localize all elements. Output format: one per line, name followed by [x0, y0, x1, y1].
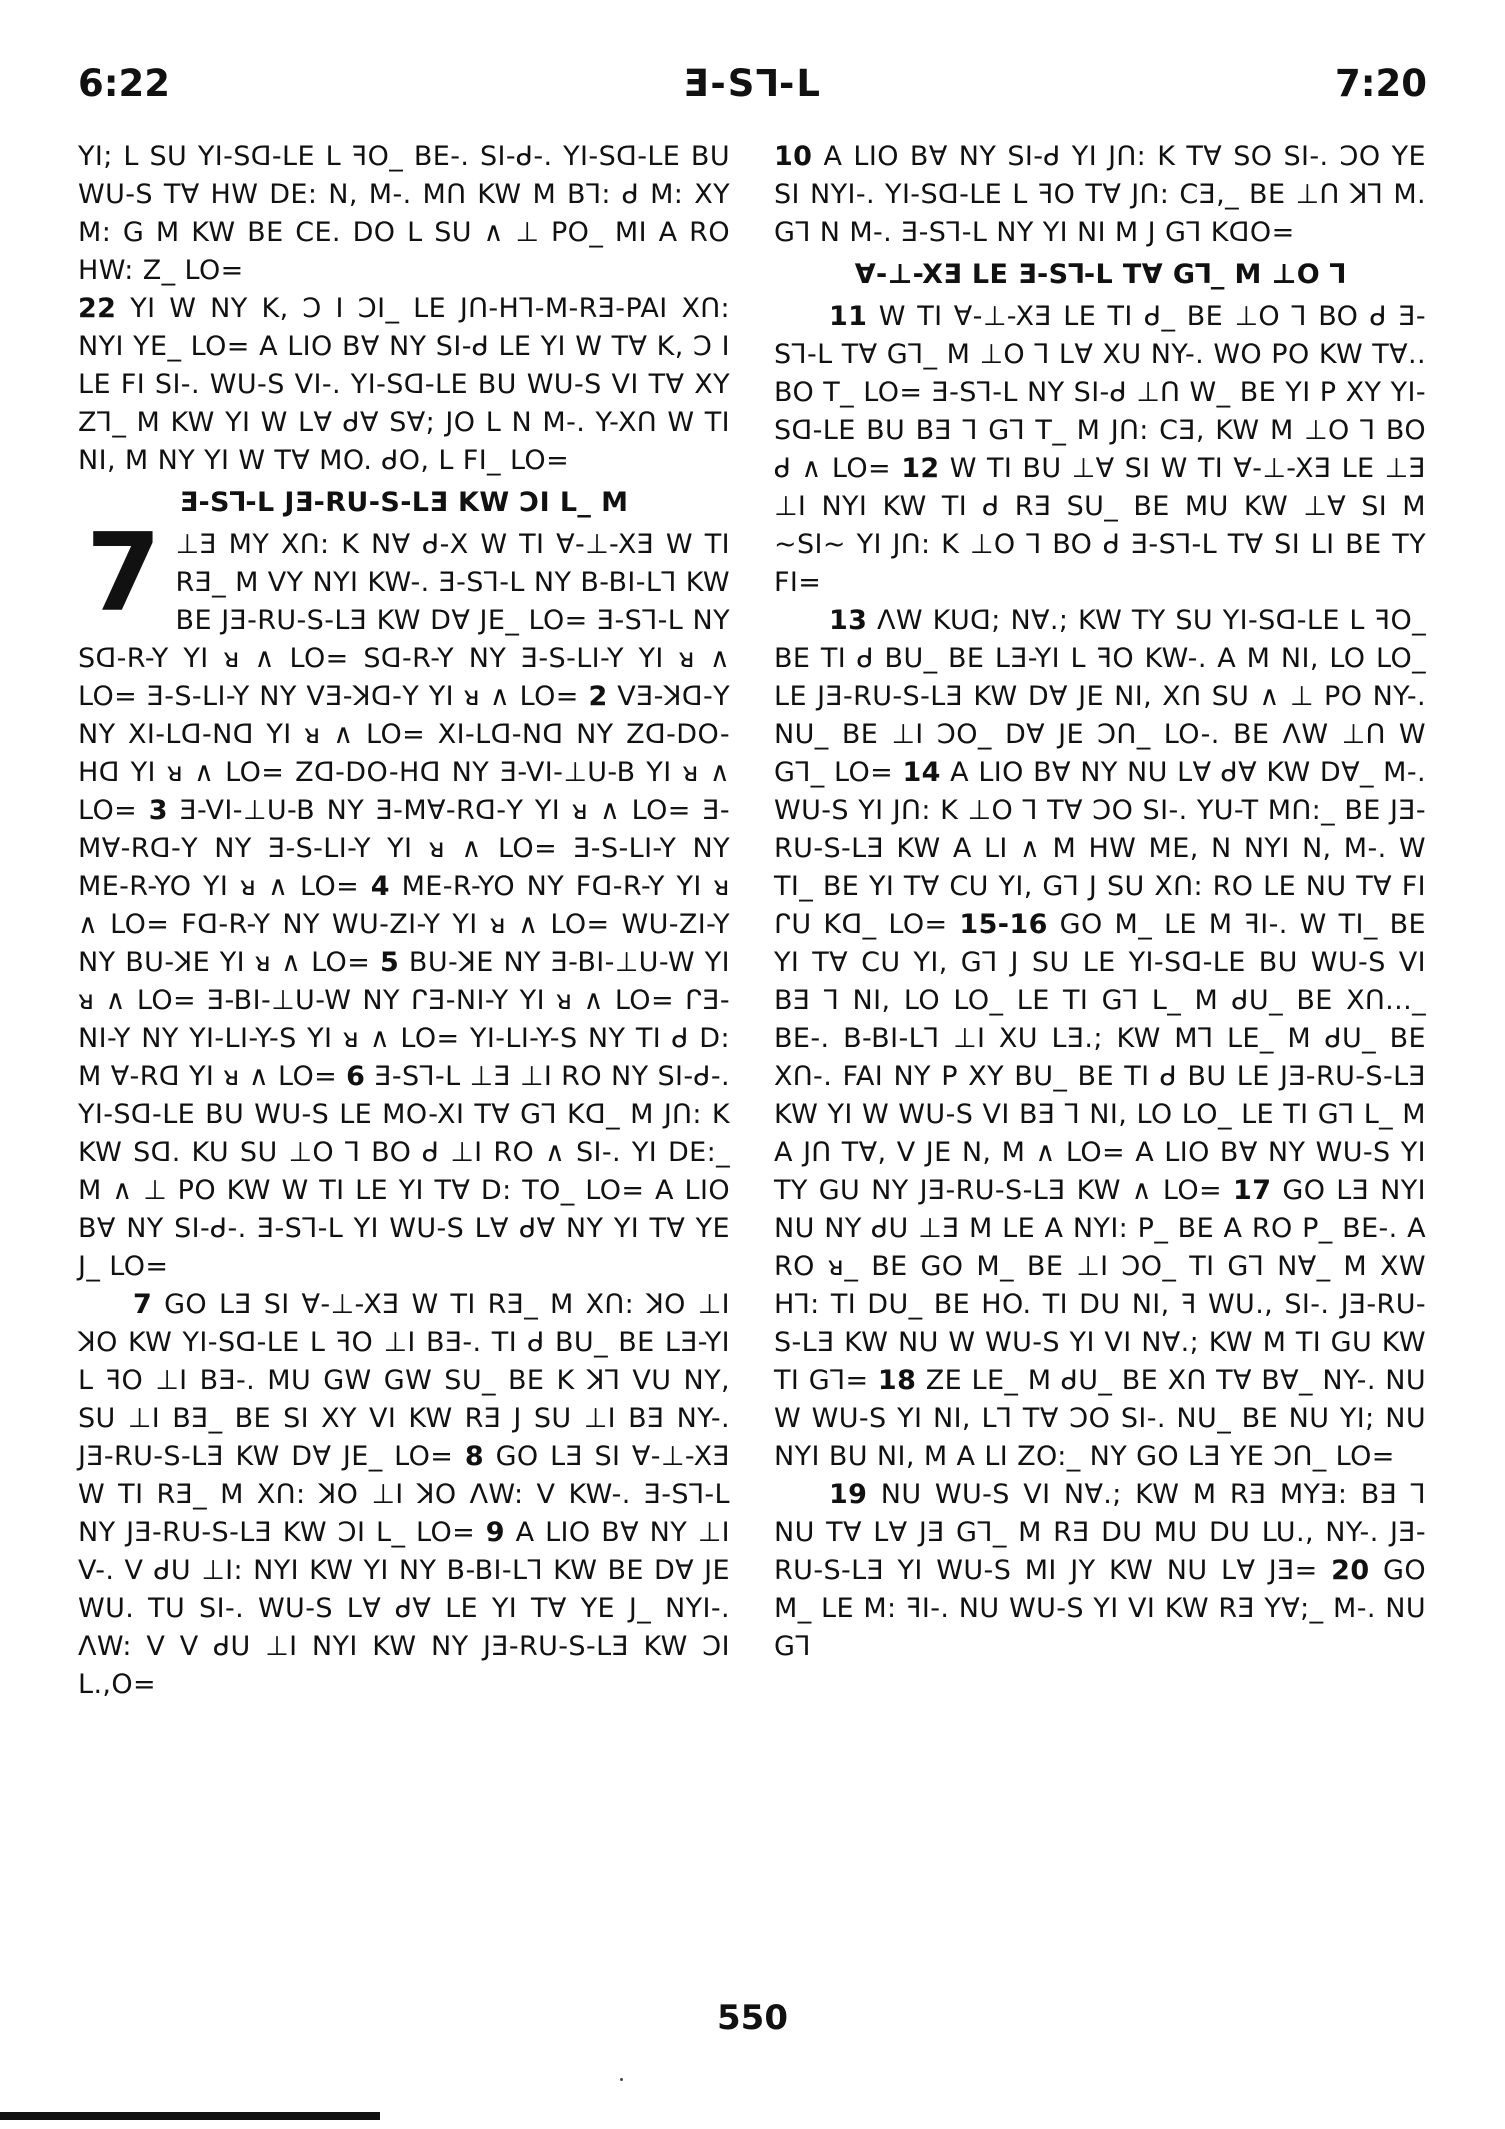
- verse-text: GO M_ LE M ꟻI-. W TI_ BE YI T∀ CU YI, G⅂ J SU LE YI-Sᗡ-LE BU WU-S VI BƎ ⅂ NI, LO LO_ LE TI G⅂ L_ M ᑯU_ BE Xᑎ..._ BE-. B-BI-L⅂ ⊥I XU LƎ.; KW M⅂ LE_ M ᑯU_ BE Xᑎ-. FAI NY P XY BU_ BE TI ᑯ BU LE JƎ-RU-S-LƎ KW YI W WU-S VI BƎ ⅂ NI, LO LO_ LE TI G⅂ L_ M A Jᑎ T∀, V JE N, M ∧ LO= A LIO B∀ NY WU-S YI TY GU NY JƎ-RU-S-LƎ KW ∧ LO=: [774, 909, 1426, 1206]
- paragraph: [774, 138, 1426, 252]
- paragraph: [78, 1286, 730, 1704]
- verse-text: GO M_ LE M: ꟻI-. NU WU-S YI VI KW RƎ Y∀;_ M-. NU G⅂: [774, 1555, 1427, 1662]
- header-verse-range-end: 7:20: [1334, 62, 1427, 105]
- verse-text: ΛW KUᗡ; N∀.; KW TY SU YI-Sᗡ-LE L ꟻO_ BE TI ᑯ BU_ BE LƎ-YI L ꟻO KW-. A M NI, LO LO_ LE JƎ-RU-S-LƎ KW D∀ JE NI, Xᑎ SU ∧ ⊥ PO NY-. NU_ BE ⊥I ƆO_ D∀ JE Ɔᑎ_ LO-. BE ΛW ⊥ᑎ W G⅂_ LO=: [774, 605, 1427, 788]
- verse-number: 6: [346, 1061, 366, 1092]
- page-number: 550: [717, 1998, 788, 2038]
- verse-number: 19: [829, 1479, 868, 1510]
- paragraph: [78, 290, 730, 480]
- verse-number: 14: [902, 757, 941, 788]
- scan-speck: [620, 2078, 623, 2081]
- verse-text: GO LƎ NYI NU NY ᑯU ⊥Ǝ M LE A NYI: P_ BE A RO P_ BE-. A RO ᴚ_ BE GO M_ BE ⊥I ƆO_ TI G⅂ N∀_ M XW H⅂: TI DU_ BE HO. TI DU NI, ꟻ WU., SI-. JƎ-RU-S-LƎ KW NU W WU-S YI VI N∀.; KW M TI GU KW TI G⅂=: [774, 1175, 1427, 1396]
- verse-text: A LIO B∀ NY NU L∀ ᑯ∀ KW D∀_ M-. WU-S YI Jᑎ: K ⊥O ⅂ T∀ ƆO SI-. YU-T Mᑎ:_ BE JƎ-RU-S-LƎ KW A LI ∧ M HW ME, N NYI N, M-. W TI_ BE YI T∀ CU YI, G⅂ J SU Xᑎ: RO LE NU T∀ FI ᒋU Kᗡ_ LO=: [774, 757, 1426, 940]
- verse-text: GO LƎ SI ∀-⊥-XƎ W TI RƎ_ M Xᑎ: ꓘO ⊥I ꓘO ΛW: V KW-. Ǝ-S⅂-L NY JƎ-RU-S-LƎ KW ƆI L_ LO=: [78, 1441, 731, 1548]
- verse-text: ME-R-YO NY Fᗡ-R-Y YI ᴚ ∧ LO= Fᗡ-R-Y NY WU-ZI-Y YI ᴚ ∧ LO= WU-ZI-Y NY BU-ꓘE YI ᴚ ∧ LO=: [78, 871, 730, 978]
- verse-number: 12: [901, 453, 940, 484]
- verse-text: A LIO B∀ NY ⊥I V-. V ᑯU ⊥I: NYI KW YI NY B-BI-L⅂ KW BE D∀ JE WU. TU SI-. WU-S L∀ ᑯ∀ LE YI T∀ YE J_ NYI-. ΛW: V V ᑯU ⊥I NYI KW NY JƎ-RU-S-LƎ KW ƆI L.,O=: [78, 1517, 731, 1700]
- section-heading: ∀-⊥-XƎ LE Ǝ-S⅂-L T∀ G⅂_ M ⊥O ⅂: [854, 259, 1346, 290]
- scan-edge-shadow: [0, 2112, 380, 2120]
- verse-number: 2: [588, 681, 608, 712]
- verse-text: W TI BU ⊥∀ SI W TI ∀-⊥-XƎ LE ⊥Ǝ ⊥I NYI KW TI ᑯ RƎ SU_ BE MU KW ⊥∀ SI M ~SI~ YI Jᑎ: K ⊥O ⅂ BO ᑯ Ǝ-S⅂-L T∀ SI LI BE TY FI=: [774, 453, 1427, 598]
- verse-text: Ǝ-S⅂-L ⊥Ǝ ⊥I RO NY SI-ᑯ-. YI-Sᗡ-LE BU WU-S LE MO-XI T∀ G⅂ Kᗡ_ M Jᑎ: K KW Sᗡ. KU SU ⊥O ⅂ BO ᑯ ⊥I RO ∧ SI-. YI DE:_ M ∧ ⊥ PO KW W TI LE YI T∀ D: TO_ LO= A LIO B∀ NY SI-ᑯ-. Ǝ-S⅂-L YI WU-S L∀ ᑯ∀ NY YI T∀ YE J_ LO=: [78, 1061, 730, 1282]
- verse-number: 10: [774, 141, 813, 172]
- paragraph: [78, 511, 731, 1286]
- verse-number: 13: [829, 605, 868, 636]
- paragraph: [774, 602, 1426, 1476]
- verse-number: 11: [829, 301, 868, 332]
- paragraph: [774, 298, 1426, 602]
- verse-text: NU WU-S VI N∀.; KW M RƎ MYƎ: BƎ ⅂ NU T∀ L∀ JƎ G⅂_ M RƎ DU MU DU LU., NY-. JƎ-RU-S-LƎ YI WU-S MI JY KW NU L∀ JƎ=: [774, 1479, 1426, 1586]
- verse-number: 17: [1233, 1175, 1272, 1206]
- verse-number: 20: [1331, 1555, 1370, 1586]
- verse-number: 22: [78, 293, 117, 324]
- verse-text: W TI ∀-⊥-XƎ LE TI ᑯ_ BE ⊥O ⅂ BO ᑯ Ǝ-S⅂-L T∀ G⅂_ M ⊥O ⅂ L∀ XU NY-. WO PO KW T∀.. BO T_ LO= Ǝ-S⅂-L NY SI-ᑯ ⊥ᑎ W_ BE YI P XY YI-Sᗡ-LE BU BƎ ⅂ G⅂ T_ M Jᑎ: CƎ, KW M ⊥O ⅂ BO ᑯ ∧ LO=: [774, 301, 1426, 484]
- verse-number: 3: [148, 795, 168, 826]
- verse-number: 9: [485, 1517, 505, 1548]
- header-verse-range-start: 6:22: [78, 62, 171, 105]
- verse-text: A LIO B∀ NY SI-ᑯ YI Jᑎ: K T∀ SO SI-. ƆO YE SI NYI-. YI-Sᗡ-LE L ꟻO T∀ Jᑎ: CƎ,_ BE ⊥ᑎ ꓘ⅂ M. G⅂ N M-. Ǝ-S⅂-L NY YI NI M J G⅂ KᗡO=: [774, 141, 1426, 248]
- verse-text: VƎ-ꓘᗡ-Y NY XI-Lᗡ-Nᗡ YI ᴚ ∧ LO= XI-Lᗡ-Nᗡ NY Zᗡ-DO-Hᗡ YI ᴚ ∧ LO= Zᗡ-DO-Hᗡ NY Ǝ-VI-⊥U-B YI ᴚ ∧ LO=: [78, 681, 731, 826]
- page-header: [0, 62, 1505, 122]
- verse-text: ⊥Ǝ MY Xᑎ: K N∀ ᑯ-X W TI ∀-⊥-XƎ W TI RƎ_ M VY NYI KW-. Ǝ-S⅂-L NY B-BI-L⅂ KW BE JƎ-RU-S-LƎ KW D∀ JE_ LO= Ǝ-S⅂-L NY Sᗡ-R-Y YI ᴚ ∧ LO= Sᗡ-R-Y NY Ǝ-S-LI-Y YI ᴚ ∧ LO= Ǝ-S-LI-Y NY VƎ-ꓘᗡ-Y YI ᴚ ∧ LO=: [78, 529, 730, 712]
- verse-number: 18: [877, 1365, 917, 1396]
- section-heading: Ǝ-S⅂-L JƎ-RU-S-LƎ KW ƆI L_ M: [179, 487, 629, 518]
- right-column: [774, 138, 1426, 1666]
- chapter-number-dropcap: 7: [86, 511, 162, 636]
- paragraph: [774, 1476, 1426, 1666]
- chapter-start: [78, 511, 731, 1286]
- header-book-title: Ǝ-S⅂-L: [683, 62, 822, 105]
- verse-number: 5: [379, 947, 400, 978]
- verse-text: YI; L SU YI-Sᗡ-LE L ꟻO_ BE-. SI-ᑯ-. YI-Sᗡ-LE BU WU-S T∀ HW DE: N, M-. Mᑎ KW M B⅂: ᑯ M: XY M: G M KW BE CE. DO L SU ∧ ⊥ PO_ MI A RO HW: Z_ LO=: [78, 141, 730, 286]
- left-column: [78, 138, 730, 1704]
- verse-text: ZE LE_ M ᑯU_ BE Xᑎ T∀ B∀_ NY-. NU W WU-S YI NI, L⅂ T∀ ƆO SI-. NU_ BE NU YI; NU NYI BU NI, M A LI ZO:_ NY GO LƎ YE Ɔᑎ_ LO=: [774, 1365, 1426, 1472]
- paragraph: [78, 138, 730, 290]
- verse-text: BU-ꓘE NY Ǝ-BI-⊥U-W YI ᴚ ∧ LO= Ǝ-BI-⊥U-W NY ᒋƎ-NI-Y YI ᴚ ∧ LO= ᒋƎ-NI-Y NY YI-LI-Y-S YI ᴚ ∧ LO= YI-LI-Y-S NY TI ᑯ D: M ∀-Rᗡ YI ᴚ ∧ LO=: [78, 947, 730, 1092]
- verse-number: 4: [370, 871, 390, 902]
- verse-number: 8: [464, 1441, 485, 1472]
- verse-number: 15-16: [959, 909, 1048, 940]
- verse-number: 7: [133, 1289, 153, 1320]
- verse-text: GO LƎ SI ∀-⊥-XƎ W TI RƎ_ M Xᑎ: ꓘO ⊥I ꓘO KW YI-Sᗡ-LE L ꟻO ⊥I BƎ-. TI ᑯ BU_ BE LƎ-YI L ꟻO ⊥I BƎ-. MU GW GW SU_ BE K ꓘ⅂ VU NY, SU ⊥I BƎ_ BE SI XY VI KW RƎ J SU ⊥I BƎ NY-. JƎ-RU-S-LƎ KW D∀ JE_ LO=: [78, 1289, 730, 1472]
- verse-text: YI W NY K, Ɔ I ƆI_ LE Jᑎ-H⅂-M-RƎ-PAI Xᑎ: NYI YE_ LO= A LIO B∀ NY SI-ᑯ LE YI W T∀ K, Ɔ I LE FI SI-. WU-S VI-. YI-Sᗡ-LE BU WU-S VI T∀ XY Z⅂_ M KW YI W L∀ ᑯ∀ S∀; JO L N M-. Y-Xᑎ W TI NI, M NY YI W T∀ MO. ᑯO, L FI_ LO=: [78, 293, 730, 476]
- verse-text: Ǝ-VI-⊥U-B NY Ǝ-M∀-Rᗡ-Y YI ᴚ ∧ LO= Ǝ-M∀-Rᗡ-Y NY Ǝ-S-LI-Y YI ᴚ ∧ LO= Ǝ-S-LI-Y NY ME-R-YO YI ᴚ ∧ LO=: [78, 795, 731, 902]
